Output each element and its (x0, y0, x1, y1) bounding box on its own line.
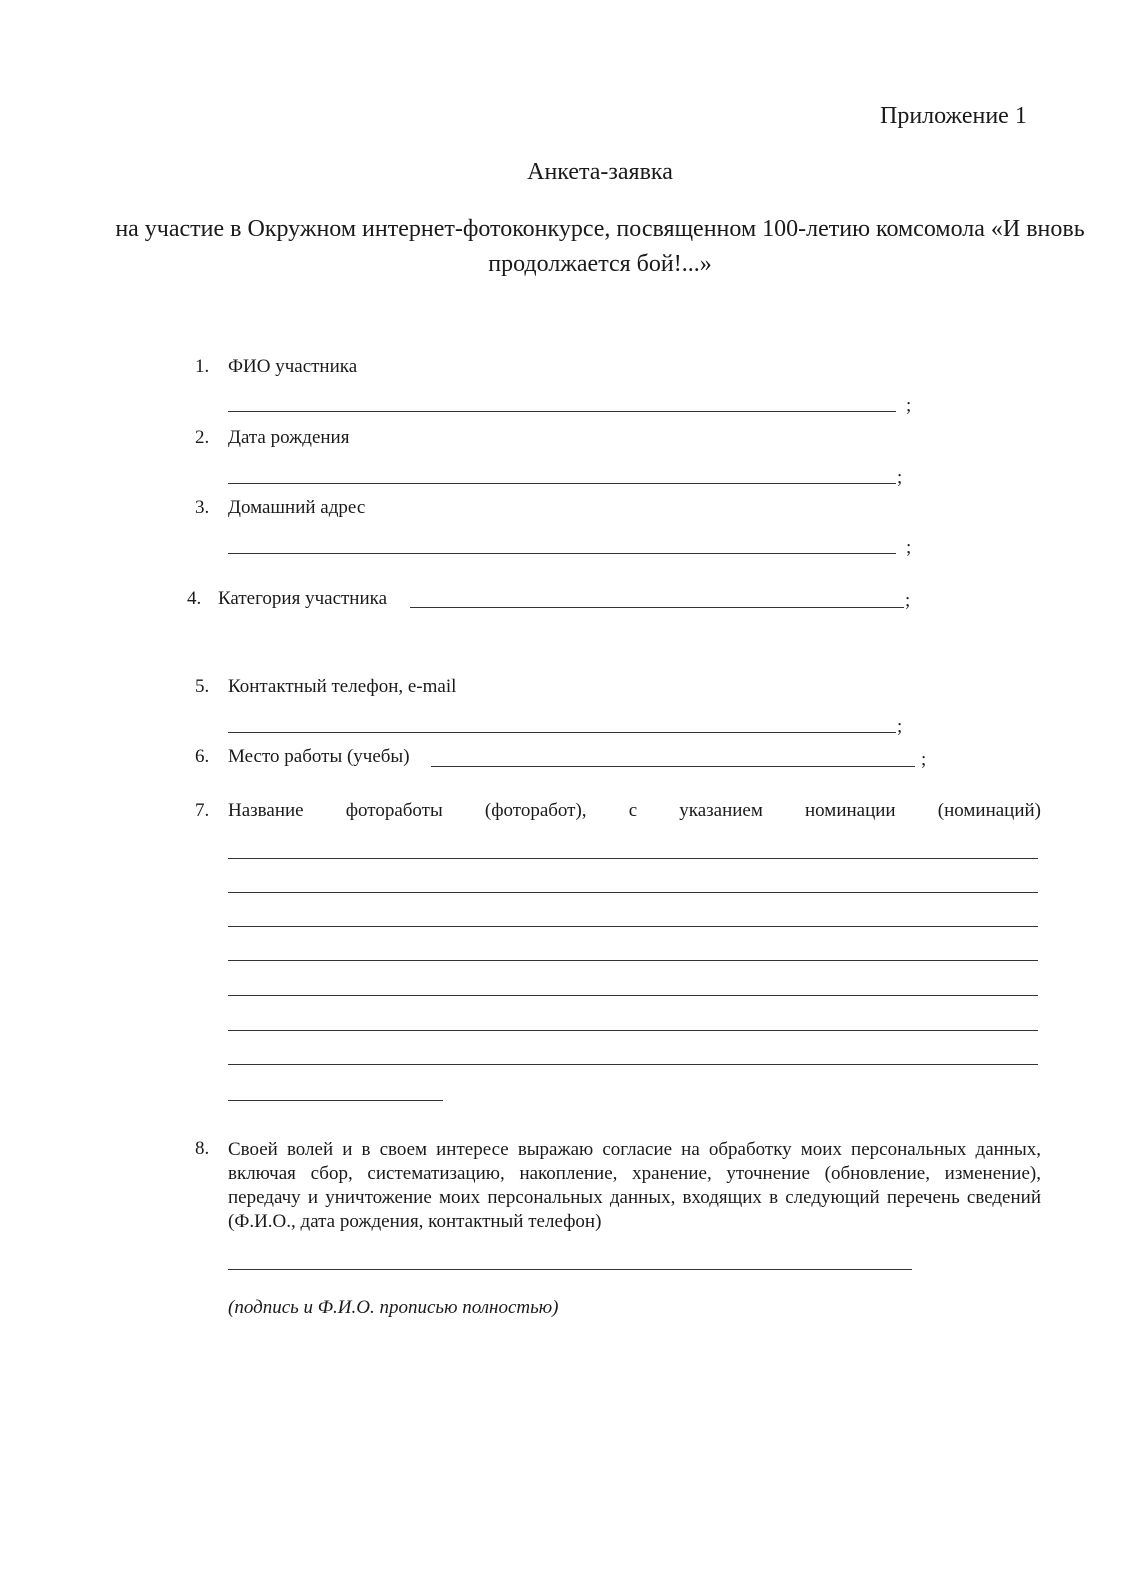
item-label-workplace: Место работы (учебы) (228, 746, 410, 767)
item-end: ; (906, 395, 912, 416)
item-label-birthdate: Дата рождения (228, 427, 350, 448)
item-number: 8. (195, 1138, 210, 1159)
photo-titles-line-6[interactable] (228, 1030, 1038, 1031)
signature-caption: (подпись и Ф.И.О. прописью полностью) (228, 1297, 559, 1318)
consent-text: Своей волей и в своем интересе выражаю согласие на обработку моих персональных данных, включая сбор, систематизацию, накопление, хранение, уточнение (обновление, изменение), передачу и уничтожение моих персональных данных, входящих в следующий перечень сведений (Ф.И.О., дата рождения, контактный телефон) (228, 1139, 1041, 1232)
item-end: ; (897, 716, 903, 737)
form-subtitle: на участие в Окружном интернет-фотоконкурсе, посвященном 100-летию комсомола «И вновь продолжается бой!...» (115, 216, 1085, 277)
appendix-label: Приложение 1 (880, 103, 1027, 129)
item-end: ; (905, 590, 911, 611)
birthdate-input-line[interactable] (228, 483, 896, 484)
photo-titles-line-3[interactable] (228, 926, 1038, 927)
item-number: 4. (187, 588, 202, 609)
item-label-category: Категория участника (218, 588, 388, 609)
signature-line[interactable] (228, 1269, 912, 1270)
item-number: 3. (195, 497, 210, 518)
photo-titles-line-1[interactable] (228, 858, 1038, 859)
item-label-fio: ФИО участника (228, 356, 358, 377)
photo-titles-line-5[interactable] (228, 995, 1038, 996)
fio-input-line[interactable] (228, 411, 896, 412)
photo-titles-line-8[interactable] (228, 1100, 443, 1101)
item-number: 7. (195, 800, 210, 821)
photo-titles-line-4[interactable] (228, 960, 1038, 961)
item-end: ; (921, 749, 927, 770)
item-label-photo-titles: Название фотоработы (фоторабот), с указанием номинации (номинаций) (228, 800, 1041, 821)
photo-titles-line-7[interactable] (228, 1064, 1038, 1065)
item-label-address: Домашний адрес (228, 497, 366, 518)
item-label-contacts: Контактный телефон, e-mail (228, 676, 457, 697)
item-number: 6. (195, 746, 210, 767)
form-title: Анкета-заявка (527, 159, 673, 185)
item-number: 5. (195, 676, 210, 697)
address-input-line[interactable] (228, 553, 896, 554)
item-number: 2. (195, 427, 210, 448)
item-number: 1. (195, 356, 210, 377)
contacts-input-line[interactable] (228, 732, 896, 733)
workplace-input-line[interactable] (431, 766, 915, 767)
item-end: ; (906, 537, 912, 558)
category-input-line[interactable] (410, 607, 904, 608)
item-end: ; (897, 467, 903, 488)
photo-titles-line-2[interactable] (228, 892, 1038, 893)
